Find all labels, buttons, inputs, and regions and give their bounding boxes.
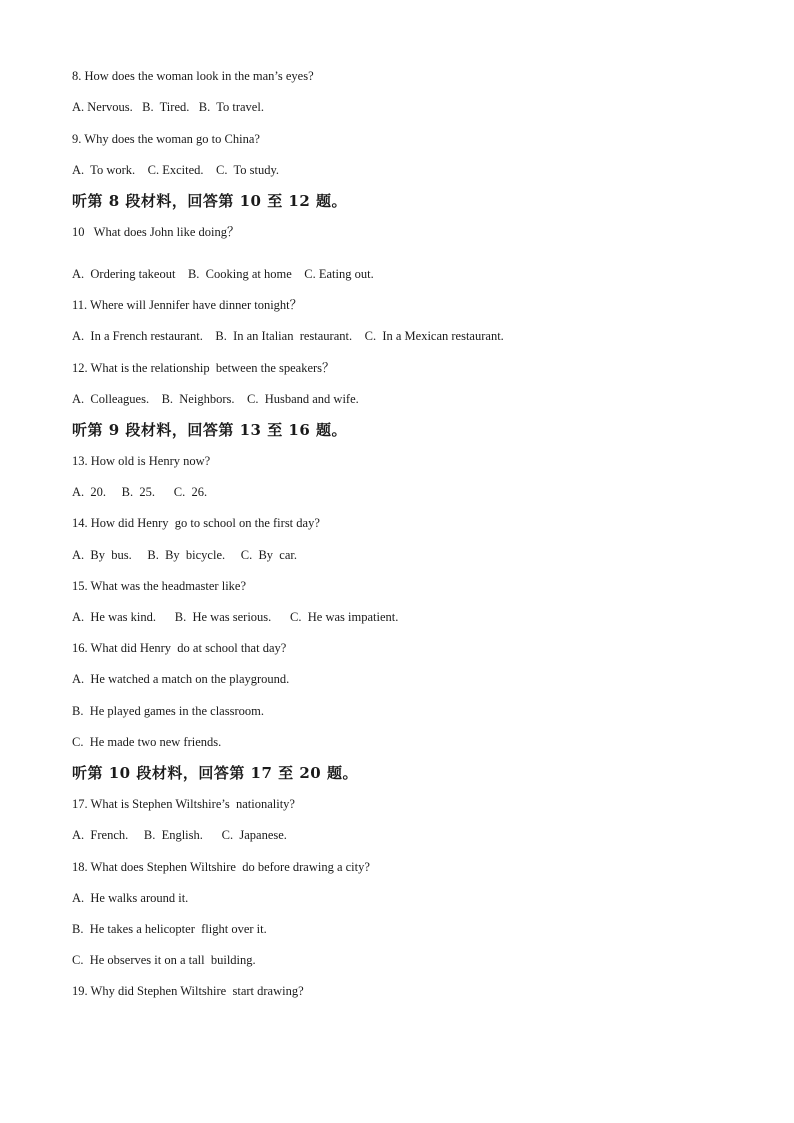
question-18: 18. What does Stephen Wiltshire do before drawing a city? xyxy=(72,860,370,874)
question-17-options: A. French. B. English. C. Japanese. xyxy=(72,828,287,842)
question-16-option-c: C. He made two new friends. xyxy=(72,735,222,749)
question-12: 12. What is the relationship between the speakers？ xyxy=(72,361,335,375)
question-16-option-a: A. He watched a match on the playground. xyxy=(72,672,290,686)
section-heading-9: 听第 9 段材料，回答第 13 至 16 题。 xyxy=(72,421,348,439)
question-16-option-b: B. He played games in the classroom. xyxy=(72,704,264,718)
question-8: 8. How does the woman look in the man’s eyes? xyxy=(72,69,314,83)
question-10-options: A. Ordering takeout B. Cooking at home C. Eating out. xyxy=(72,267,374,281)
question-11: 11. Where will Jennifer have dinner tonight？ xyxy=(72,298,303,312)
question-12-options: A. Colleagues. B. Neighbors. C. Husband and wife. xyxy=(72,392,359,406)
question-10: 10 What does John like doing？ xyxy=(72,225,240,239)
section-heading-10: 听第 10 段材料，回答第 17 至 20 题。 xyxy=(72,764,358,782)
section-heading-8: 听第 8 段材料，回答第 10 至 12 题。 xyxy=(72,192,348,210)
question-9: 9. Why does the woman go to China? xyxy=(72,132,260,146)
question-8-options: A. Nervous. B. Tired. B. To travel. xyxy=(72,100,264,114)
question-13-options: A. 20. B. 25. C. 26. xyxy=(72,485,208,499)
question-13: 13. How old is Henry now? xyxy=(72,454,211,468)
question-9-options: A. To work. C. Excited. C. To study. xyxy=(72,163,280,177)
question-18-option-c: C. He observes it on a tall building. xyxy=(72,953,256,967)
question-14-options: A. By bus. B. By bicycle. C. By car. xyxy=(72,548,297,562)
question-16: 16. What did Henry do at school that day? xyxy=(72,641,287,655)
question-19: 19. Why did Stephen Wiltshire start drawing? xyxy=(72,984,304,998)
question-18-option-a: A. He walks around it. xyxy=(72,891,189,905)
question-11-options: A. In a French restaurant. B. In an Italian restaurant. C. In a Mexican restaurant. xyxy=(72,329,504,343)
question-18-option-b: B. He takes a helicopter flight over it. xyxy=(72,922,267,936)
question-14: 14. How did Henry go to school on the first day? xyxy=(72,516,320,530)
question-15: 15. What was the headmaster like? xyxy=(72,579,247,593)
question-17: 17. What is Stephen Wiltshire’s nationality? xyxy=(72,797,295,811)
question-15-options: A. He was kind. B. He was serious. C. He was impatient. xyxy=(72,610,399,624)
